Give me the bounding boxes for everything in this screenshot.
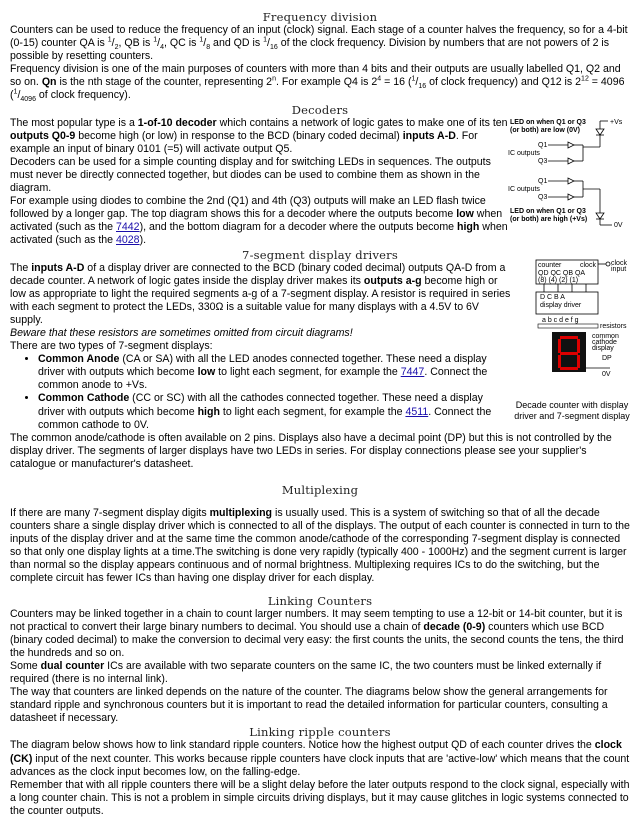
link-7442[interactable]: 7442 [116, 221, 140, 234]
fig-common-3: display [592, 344, 614, 352]
figure-caption: Decade counter with display driver and 7-segment display [514, 399, 630, 421]
decoders-paragraph-2: Decoders can be used for a simple counting display and for switching LEDs in sequences. The outputs must never be directly connected together, but diodes can be used to combine them as shown in the diagram. [10, 155, 491, 195]
fig-clock-input-2: input [611, 265, 627, 273]
heading-linking-ripple: Linking ripple counters [249, 725, 391, 740]
resistor-bank [538, 324, 598, 328]
fig-q1-top: Q1 [538, 141, 548, 149]
fig-label-top-2: (or both) are low (0V) [510, 126, 580, 134]
seven-seg-warning: Beware that these resistors are sometimes omitted from circuit diagrams! [10, 326, 353, 339]
list-item-common-cathode: • Common Cathode (CC or SC) with all the cathodes connected together. These need a display driver with outputs which become high to light each segment, for example the 4511. Connect the common cathode to 0V. [38, 392, 512, 431]
heading-frequency-division: Frequency division [262, 10, 378, 24]
fig-label-bottom-1: LED on when Q1 or Q3 [510, 207, 586, 215]
linking-paragraph-1: Counters may be linked together in a chain to count larger numbers. It may seem tempting to use a 12-bit or 14-bit counter, but it is not practical to convert their large binary numbers to decimal. You should use a chain of decade (0-9) counters which use BCD (binary coded decimal) to make the conversion to decimal very easy: the first counts the units, the second counts the tens, the third the hundreds and so on. [10, 607, 624, 659]
seven-seg-paragraph-4: The common anode/cathode is often available on 2 pins. Displays also have a decimal point (DP) but this is not controlled by the display driver. The segments of larger displays have two LEDs in series. For display connections please see your supplier's catalogue or manufacturer's datasheet. [10, 431, 612, 470]
fig-clock-input-1: clock [611, 259, 627, 267]
multiplexing-paragraph: If there are many 7-segment display digits multiplexing is usually used. This is a system of switching so that of all the decade counters share a single display driver which is connected to all of the displays. The output of each counter is connected in turn to the inputs of the display driver and at the same time the common anode/cathode of the corresponding 7-segment display is connected so that only one display lights at a time.The switching is done very rapidly (typically 400 - 1000Hz) and the segment current is larger than normal so the display appears continuous and of normal brightness. Multiplexing requires ICs to do the switching, but the complete circuit has fewer ICs than having one display driver for each display. [10, 507, 630, 585]
list-item-common-anode: • Common Anode (CA or SA) with all the LED anodes connected together. These need a display driver with outputs which become low to light each segment, for example the 7447. Connect the common anode to +Vs. [38, 353, 512, 392]
seven-segment-text [10, 262, 512, 432]
fig-q3-bottom: Q3 [538, 193, 548, 201]
fig-0v: 0V [602, 370, 611, 378]
fig-common-1: common [592, 332, 619, 340]
fig-resistors: resistors [600, 322, 627, 330]
fig-dp: DP [602, 354, 612, 362]
fig-outputs: a b c d e f g [542, 316, 579, 324]
fig-inputs: D C B A [540, 293, 565, 301]
diode-icon [568, 178, 574, 184]
fig-q-nums: (8) (4) (2) (1) [538, 276, 579, 284]
linking-paragraph-3: The way that counters are linked depends on the nature of the counter. The diagrams below show the general arrangements for standard ripple and synchronous counters but it is important to read the detailed information for particular counters, consulting a datasheet if necessary. [10, 686, 608, 725]
link-7447[interactable]: 7447 [400, 366, 425, 379]
decoders-paragraph-1: The most popular type is a 1-of-10 decoder which contains a network of logic gates to make one of its ten outputs Q0-9 become high (or low) in response to the BCD (binary coded decimal) inputs A-D. For example an input of binary 0101 (=5) will activate output Q5. [10, 116, 508, 155]
decoders-text [10, 117, 510, 248]
fig-q1-bottom: Q1 [538, 177, 548, 185]
seven-seg-paragraph-3: There are two types of 7-segment displays: [10, 340, 213, 353]
page [10, 10, 630, 818]
fig-driver-label: display driver [540, 301, 582, 309]
display-types-list [10, 353, 512, 432]
decoders-paragraph-3: For example using diodes to combine the 2nd (Q1) and 4th (Q3) outputs will make an LED flash twice followed by a longer gap. The top diagram shows this for a decoder where the outputs become low when activated (such as the 7442), and the bottom diagram for a decoder where the outputs become high when activated (such as the 4028). [10, 195, 508, 247]
heading-multiplexing: Multiplexing [281, 483, 359, 497]
fig-zero-v: 0V [614, 221, 623, 229]
fig-ic-outputs-top: IC outputs [508, 149, 540, 157]
heading-seven-segment: 7-segment display drivers [242, 247, 398, 262]
fig-common-2: cathode [592, 338, 617, 346]
decoder-diode-diagram [508, 117, 632, 229]
heading-linking-counters: Linking Counters [267, 593, 373, 608]
led-bottom-icon [596, 213, 604, 219]
ripple-paragraph-2: Remember that with all ripple counters there will be a slight delay before the later outputs respond to the clock signal, especially with a long counter chain. This is not a problem in simple circuits driving displays, but it may cause glitches in logic systems connected to the counter outputs. [10, 778, 630, 817]
link-4511[interactable]: 4511 [405, 405, 429, 418]
led-top-icon [596, 129, 604, 135]
link-4028[interactable]: 4028 [116, 234, 140, 247]
fig-vs: +Vs [610, 118, 623, 126]
ripple-paragraph-1: The diagram below shows how to link standard ripple counters. Notice how the highest output QD of each counter drives the clock (CK) input of the next counter. This works because ripple counters have clock inputs that are 'active-low' which means that the count advances as the clock input becomes low, on the falling-edge. [10, 739, 630, 778]
linking-paragraph-2: Some dual counter ICs are available with two separate counters on the same IC, the two counters must be linked externally if required (there is no internal link). [10, 659, 602, 686]
fig-q-labels: QD QC QB QA [538, 269, 586, 277]
fig-q3-top: Q3 [538, 157, 548, 165]
decoders-section [10, 103, 630, 248]
heading-decoders: Decoders [291, 102, 349, 117]
diode-icon [568, 158, 574, 164]
seven-seg-paragraph-1: The inputs A-D of a display driver are connected to the BCD (binary coded decimal) outputs QA-D from a decade counter. A network of logic gates inside the display driver makes its outputs a-g become high or low as appropriate to light the required segments a-g of a 7-segment display. A resistor is required in series with each segment to protect the LEDs, 330Ω is a suitable value for many displays with a 4.5V to 6V supply. [10, 261, 511, 326]
fig-ic-outputs-bottom: IC outputs [508, 185, 540, 193]
fig-counter-label: counter [538, 261, 562, 269]
fig-label-top-1: LED on when Q1 or Q3 [510, 118, 586, 126]
fig-clock-label: clock [580, 261, 596, 269]
diode-icon [568, 142, 574, 148]
freq-div-paragraph-2: Frequency division is one of the main purposes of counters with more than 4 bits and their outputs are usually labelled Q1, Q2 and so on. Qn is the nth stage of the counter, representing 2$^n$. For example Q4 is $2^4 = 16$ ($^1/_{16}$ of clock frequency) and Q12 is $2^{12} = 4096$ ($^1/_{4096}$ of clock frequency). [10, 63, 625, 104]
counter-driver-display-diagram [522, 256, 634, 398]
freq-div-paragraph-1: Counters can be used to reduce the frequency of an input (clock) signal. Each stage of a counter halves the frequency, so for a 4-bit (0-15) counter QA is $^1/_2$, QB is $^1/_4$, QC is $^1/_8$ and QD is $^1/_{16}$ of the clock frequency. Division by numbers that are not powers of 2 is possible by resetting counters. [10, 24, 628, 63]
diode-icon [568, 194, 574, 200]
seven-segment-section [10, 248, 630, 472]
fig-label-bottom-2: (or both) are high (+Vs) [510, 215, 588, 223]
